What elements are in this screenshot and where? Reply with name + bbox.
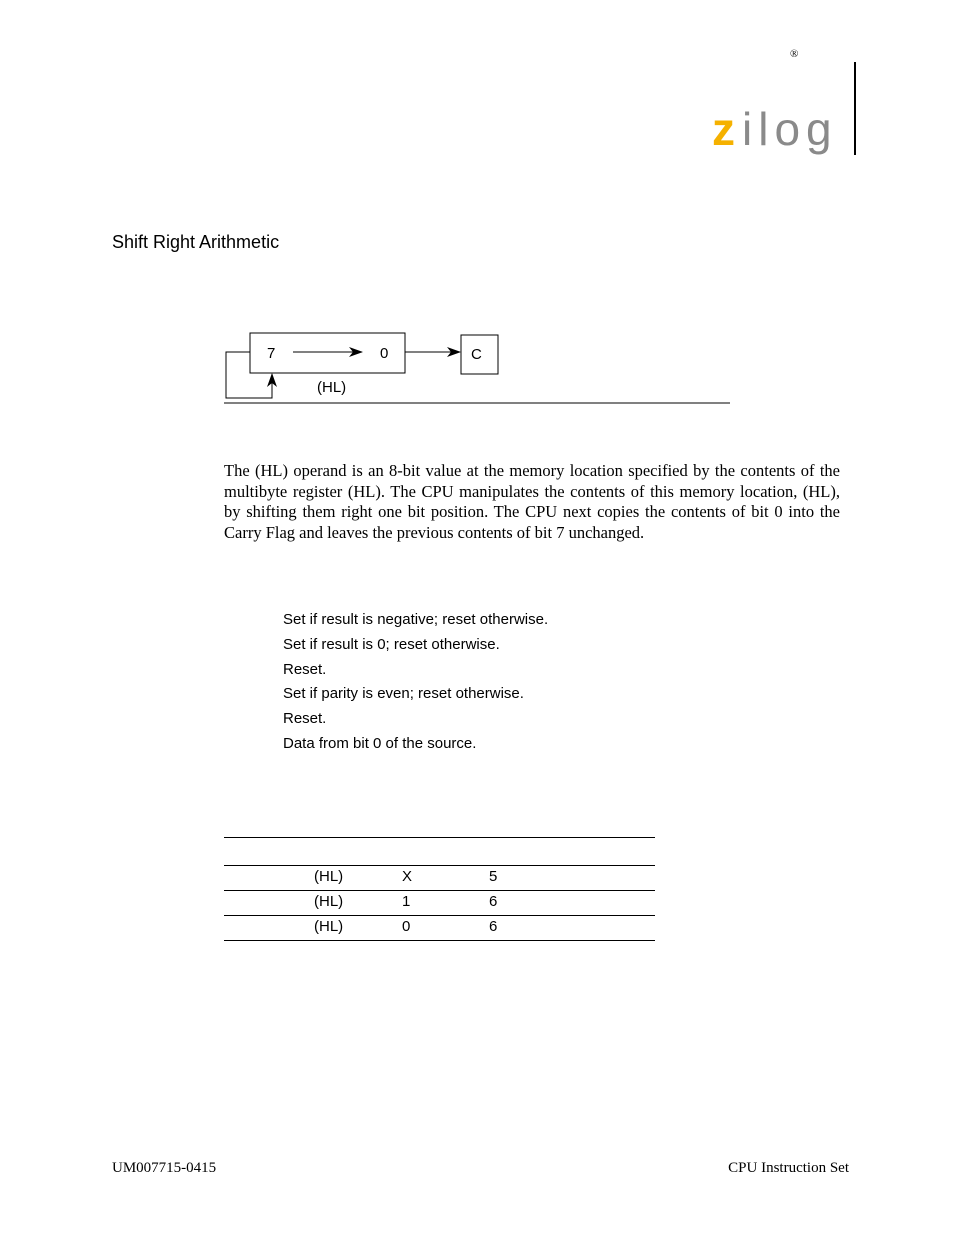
zilog-logo-graphic [712,100,852,160]
flag-description: Data from bit 0 of the source. [283,734,477,752]
table-cell: 0 [402,918,411,935]
carry-label: C [471,346,482,363]
table-header [224,838,655,866]
footer-doc-id: UM007715-0415 [112,1160,217,1176]
flag-description: Set if parity is even; reset otherwise. [283,685,524,703]
table-cell: 6 [489,893,498,910]
logo-letters-ilog: ilog [742,103,838,155]
table-cell: 6 [489,918,498,935]
table-cell: (HL) [314,918,344,935]
operand-label: (HL) [317,379,347,396]
flag-description: Reset. [283,660,327,678]
table-row [224,916,655,941]
bit-high-label: 7 [267,345,276,362]
table-row [224,866,655,891]
footer-chapter: CPU Instruction Set [728,1160,849,1176]
section-title: Shift Right Arithmetic [112,232,280,252]
flag-description: Set if result is negative; reset otherwise. [283,611,549,628]
bit7-feedback-arrow [226,352,272,398]
description-paragraph: The (HL) operand is an 8-bit value at the memory location specified by the contents of the multibyte register (HL). The CPU manipulates the contents of this memory location, (HL), by shifting them right one bit position. The CPU next copies the contents of bit 0 into the Carry Flag and leaves the previous contents of bit 7 unchanged. [224,461,840,542]
flag-description: Reset. [283,710,327,728]
logo-letter-z: z [712,103,735,155]
table-cell: X [402,868,413,885]
flag-description: Set if result is 0; reset otherwise. [283,635,500,653]
flag-descriptions [283,610,548,759]
zilog-logo [712,100,852,165]
table-cell: (HL) [314,868,344,885]
bit-low-label: 0 [380,345,389,362]
shift-diagram-svg [215,325,735,410]
table-cell: 1 [402,893,411,910]
table-row [224,891,655,916]
shift-diagram [215,325,735,415]
table-cell: (HL) [314,893,344,910]
registered-trademark: ® [790,48,799,60]
header-divider [854,62,856,155]
instruction-table [224,837,655,941]
table-cell: 5 [489,868,498,885]
